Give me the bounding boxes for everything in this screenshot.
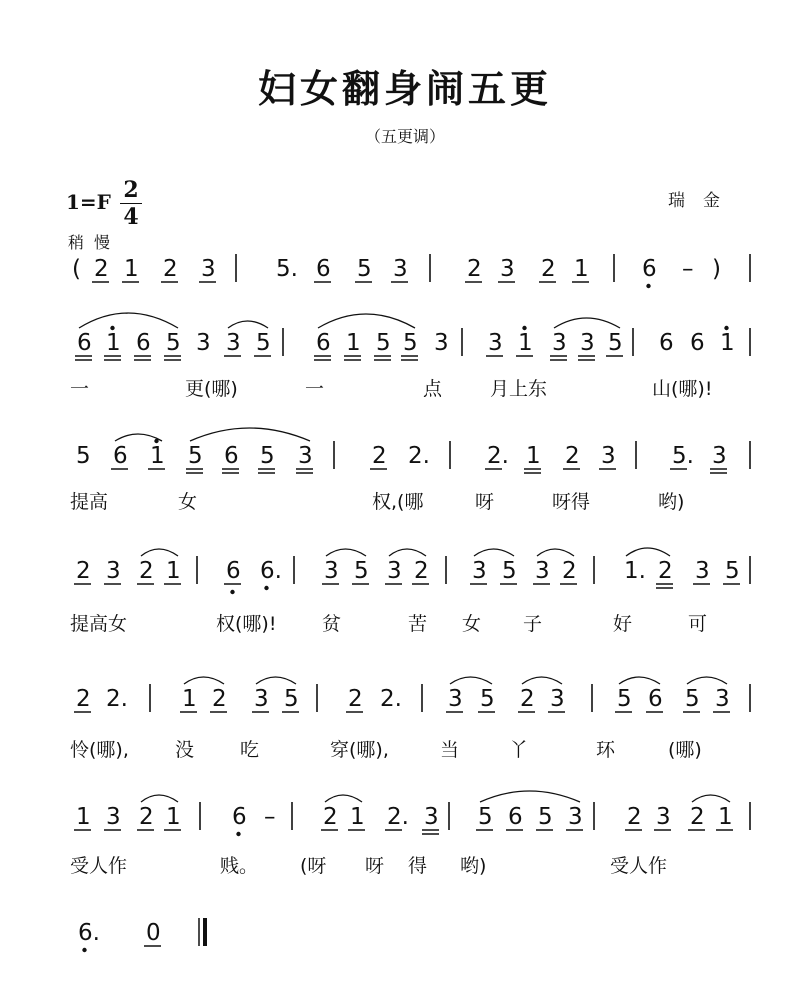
slur — [256, 677, 296, 684]
note: 3 — [550, 686, 565, 712]
note: 5 — [357, 256, 372, 282]
note: 1 — [574, 256, 589, 282]
lyric: 受人作 — [70, 855, 128, 877]
lyric: 贫 — [322, 613, 342, 635]
note: 5. — [276, 256, 298, 282]
note: 5 — [617, 686, 632, 712]
note: 2 — [562, 558, 577, 584]
note: 5 — [354, 558, 369, 584]
slur — [687, 677, 727, 684]
note: 1 — [124, 256, 139, 282]
note: 3 — [106, 804, 121, 830]
note: 1 — [346, 330, 361, 356]
note: 2 — [541, 256, 556, 282]
note: 5 — [480, 686, 495, 712]
tempo-marking: 稍慢 — [68, 233, 121, 252]
note: 3 — [387, 558, 402, 584]
note: 2 — [212, 686, 227, 712]
note: 1 — [718, 804, 733, 830]
note: 2 — [94, 256, 109, 282]
note: 1 — [166, 558, 181, 584]
note: 5 — [166, 330, 181, 356]
note: 3 — [298, 443, 313, 469]
note: 2. — [380, 686, 402, 712]
note: 1 — [720, 330, 735, 356]
slur — [228, 321, 268, 328]
note: 1 — [106, 330, 121, 356]
note: 3 — [656, 804, 671, 830]
note: 2 — [627, 804, 642, 830]
subtitle: （五更调） — [364, 127, 445, 146]
note: 3 — [324, 558, 339, 584]
lyric: 提高女 — [70, 613, 128, 635]
lyric: 环 — [596, 739, 616, 761]
lyric: 子 — [523, 613, 543, 635]
note: 2 — [414, 558, 429, 584]
note: 3 — [715, 686, 730, 712]
note: 3 — [552, 330, 567, 356]
time-signature-bottom: 4 — [123, 204, 139, 230]
lyric: 月上东 — [490, 378, 548, 400]
slur — [450, 677, 492, 684]
note: 3 — [535, 558, 550, 584]
note: 2 — [139, 804, 154, 830]
note: 5 — [76, 443, 91, 469]
note: 2 — [690, 804, 705, 830]
lyric: 权,(哪 — [372, 491, 424, 513]
note: 1 — [350, 804, 365, 830]
lyric: 穿(哪), — [330, 739, 389, 761]
lyric: 当 — [440, 739, 460, 761]
note: 2 — [348, 686, 363, 712]
note: 6 — [642, 256, 657, 282]
low-octave-dot — [82, 948, 86, 952]
slur — [474, 549, 514, 556]
note: 3 — [500, 256, 515, 282]
note: ) — [712, 256, 721, 282]
slur — [190, 428, 310, 441]
lyric: 权(哪)! — [216, 613, 277, 635]
note: 0 — [146, 920, 161, 946]
slur — [480, 791, 580, 802]
lyric: 一 — [70, 378, 90, 400]
lyric: 得 — [408, 855, 428, 877]
note: 2 — [372, 443, 387, 469]
note: 3 — [488, 330, 503, 356]
slur — [318, 314, 415, 328]
note: 2 — [139, 558, 154, 584]
slur — [522, 677, 562, 684]
slur — [537, 549, 574, 556]
note: 2 — [565, 443, 580, 469]
slur — [184, 677, 224, 684]
lyric: 贱。 — [220, 855, 259, 877]
low-octave-dot — [236, 832, 240, 836]
lyric: (哪) — [668, 739, 702, 761]
note: 5 — [608, 330, 623, 356]
note: 2 — [323, 804, 338, 830]
slur — [626, 548, 670, 556]
low-octave-dot — [264, 586, 268, 590]
note: 6 — [232, 804, 247, 830]
lyric: 哟) — [460, 855, 487, 877]
note: 6 — [690, 330, 705, 356]
note: 1 — [166, 804, 181, 830]
note: 6 — [316, 256, 331, 282]
slur — [141, 795, 178, 802]
note: 5 — [478, 804, 493, 830]
page-title: 妇女翻身闹五更 — [257, 66, 552, 111]
low-octave-dot — [646, 284, 650, 288]
note: 6 — [508, 804, 523, 830]
note: 6 — [224, 443, 239, 469]
slur — [141, 549, 178, 556]
note: 1 — [150, 443, 165, 469]
note: 2. — [408, 443, 430, 469]
note: 5 — [284, 686, 299, 712]
lyric: 吃 — [240, 739, 260, 761]
note: 3 — [226, 330, 241, 356]
note: 1. — [624, 558, 646, 584]
note: 5 — [725, 558, 740, 584]
slur — [325, 795, 362, 802]
note: 1 — [526, 443, 541, 469]
note: 6 — [113, 443, 128, 469]
note: 3 — [106, 558, 121, 584]
slur — [389, 549, 426, 556]
note: 5 — [685, 686, 700, 712]
note: 2 — [467, 256, 482, 282]
note: 2 — [76, 686, 91, 712]
note: 3 — [434, 330, 449, 356]
note: 6 — [226, 558, 241, 584]
note: 1 — [76, 804, 91, 830]
note: 1 — [518, 330, 533, 356]
lyric: 好 — [613, 613, 633, 635]
slur — [619, 677, 660, 684]
lyric: 没 — [175, 739, 195, 761]
slur — [326, 549, 366, 556]
slur — [692, 795, 730, 802]
lyric: 可 — [688, 613, 708, 635]
lyric: 女 — [462, 613, 482, 635]
note: 6. — [78, 920, 100, 946]
note: 3 — [580, 330, 595, 356]
lyric: 丫 — [509, 739, 529, 761]
note: 5 — [376, 330, 391, 356]
note: 1 — [182, 686, 197, 712]
high-octave-dot — [724, 326, 728, 330]
lyric: 呀得 — [552, 491, 591, 513]
slur — [554, 318, 620, 328]
note: 3 — [254, 686, 269, 712]
lyric: 受人作 — [610, 855, 668, 877]
note: 6. — [260, 558, 282, 584]
lyric: 山(哪)! — [652, 378, 713, 400]
lyric: (呀 — [300, 855, 327, 877]
note: – — [264, 804, 276, 830]
note: 2. — [387, 804, 409, 830]
note: 5 — [502, 558, 517, 584]
note: 3 — [424, 804, 439, 830]
note: 3 — [201, 256, 216, 282]
note: 6 — [77, 330, 92, 356]
note: ( — [72, 256, 81, 282]
note: 3 — [568, 804, 583, 830]
note: 6 — [316, 330, 331, 356]
lyric: 呀 — [475, 491, 495, 513]
note: 2. — [106, 686, 128, 712]
lyric: 女 — [178, 491, 198, 513]
lyric: 苦 — [408, 613, 428, 635]
note: 2 — [658, 558, 673, 584]
note: 3 — [196, 330, 211, 356]
note: 2 — [76, 558, 91, 584]
note: 5 — [403, 330, 418, 356]
note: 5 — [188, 443, 203, 469]
time-signature-top: 2 — [123, 177, 139, 203]
lyric: 呀 — [365, 855, 385, 877]
note: 3 — [695, 558, 710, 584]
key-signature: 1=F — [66, 190, 111, 214]
note: 3 — [712, 443, 727, 469]
lyric: 点 — [423, 378, 443, 400]
note: 5 — [256, 330, 271, 356]
note: 2 — [163, 256, 178, 282]
note: – — [682, 256, 694, 282]
note: 6 — [659, 330, 674, 356]
note: 2 — [520, 686, 535, 712]
note: 6 — [136, 330, 151, 356]
high-octave-dot — [110, 326, 114, 330]
note: 3 — [472, 558, 487, 584]
composer: 瑞金 — [668, 191, 738, 211]
lyric: 怜(哪), — [70, 739, 129, 761]
low-octave-dot — [230, 590, 234, 594]
note: 6 — [648, 686, 663, 712]
note: 3 — [601, 443, 616, 469]
high-octave-dot — [522, 326, 526, 330]
note: 5 — [260, 443, 275, 469]
lyric: 提高 — [70, 491, 109, 513]
lyric: 哟) — [658, 491, 685, 513]
note: 3 — [393, 256, 408, 282]
note: 5. — [672, 443, 694, 469]
note: 5 — [538, 804, 553, 830]
lyric: 更(哪) — [185, 378, 238, 400]
note: 3 — [448, 686, 463, 712]
slur — [79, 313, 178, 328]
note: 2. — [487, 443, 509, 469]
lyric: 一 — [305, 378, 325, 400]
